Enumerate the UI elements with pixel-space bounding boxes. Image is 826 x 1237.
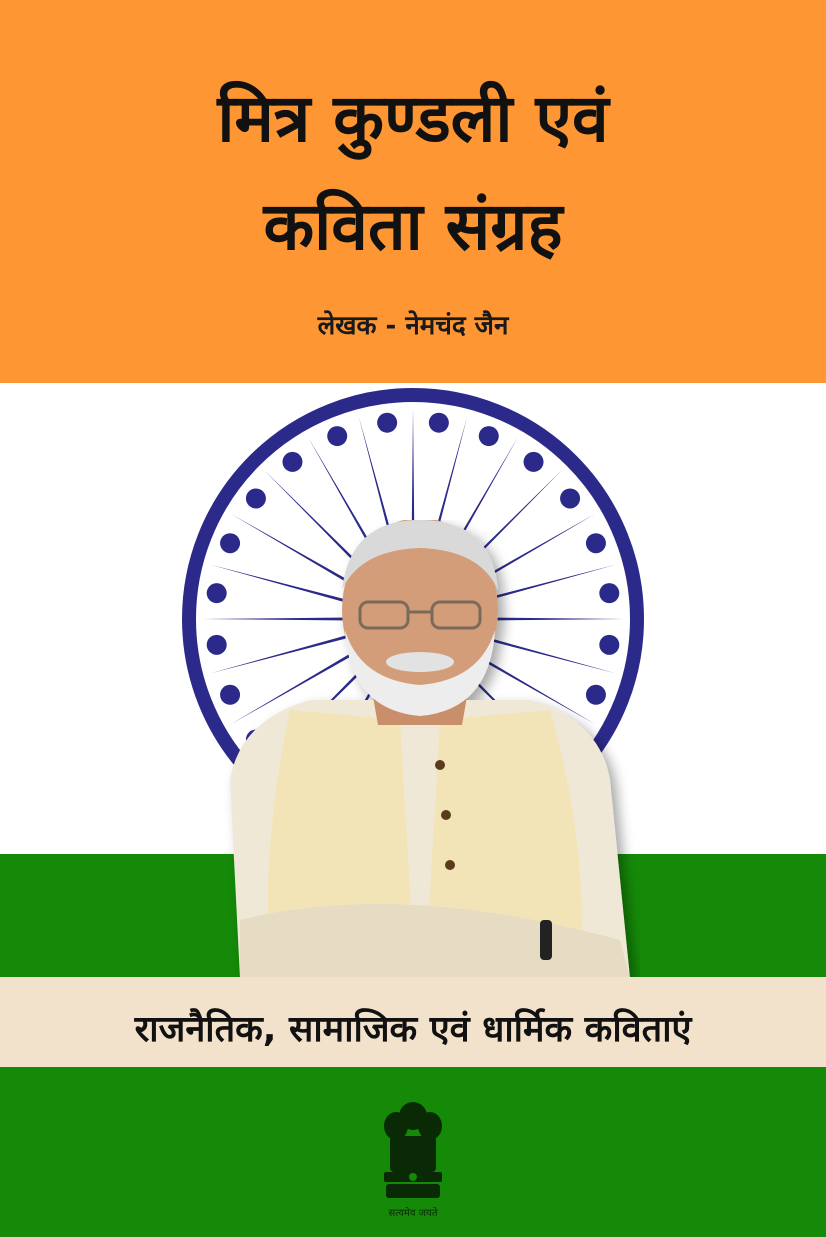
chakra-rim-dot (282, 452, 302, 472)
chakra-rim-dot (524, 452, 544, 472)
chakra-rim-dot (327, 426, 347, 446)
book-title-line-1: मित्र कुण्डली एवं (217, 80, 609, 157)
chakra-rim-dot (377, 413, 397, 433)
leader-portrait (200, 520, 640, 978)
chakra-rim-dot (429, 413, 449, 433)
subtitle-text: राजनैतिक, सामाजिक एवं धार्मिक कविताएं (134, 1009, 692, 1050)
chakra-rim-dot (246, 488, 266, 508)
author-line: लेखक - नेमचंद जैन (317, 311, 509, 341)
chakra-rim-dot (560, 488, 580, 508)
emblem-motto: सत्यमेव जयते (388, 1208, 438, 1219)
chakra-rim-dot (479, 426, 499, 446)
book-title-line-2: कविता संग्रह (263, 188, 563, 265)
state-emblem-icon (380, 1098, 446, 1202)
